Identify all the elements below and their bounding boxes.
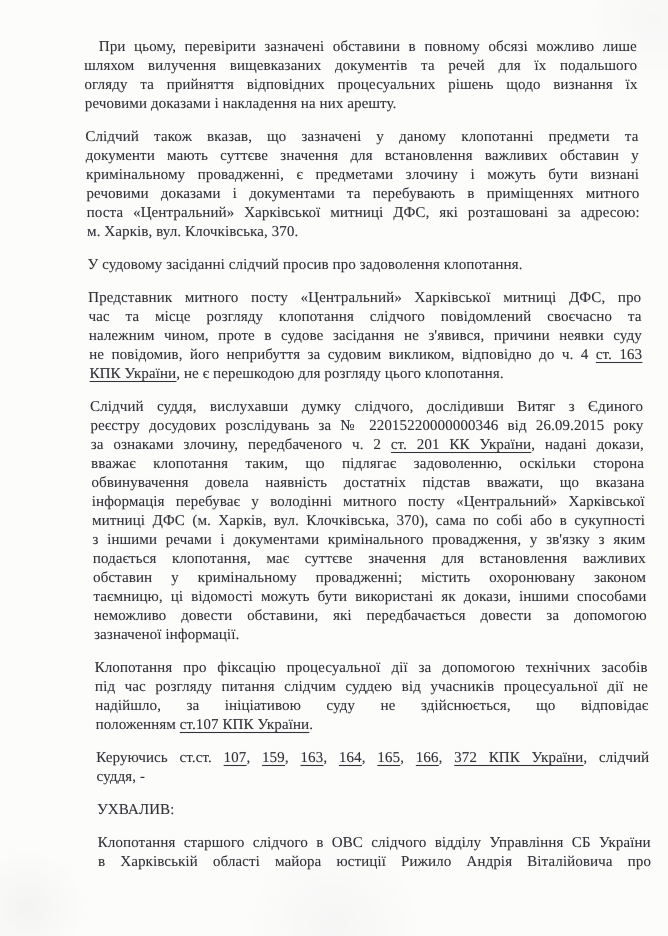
- text-line: [91, 474, 644, 493]
- statute-reference: ст.107 КПК України: [179, 717, 310, 733]
- paragraph: [97, 801, 650, 820]
- paragraph: [88, 289, 643, 384]
- text-line: [84, 76, 637, 95]
- text-run: положенням: [95, 717, 180, 733]
- paragraph: [87, 256, 640, 275]
- text-run: вважає клопотання таким, що підлягає задоволенню, оскільки сторона: [90, 456, 645, 472]
- statute-reference: 165: [377, 750, 401, 766]
- text-run: інформація перебуває у володінні митного посту «Центральний» Харківської: [91, 494, 645, 510]
- text-line: [89, 327, 642, 346]
- text-line: [95, 716, 648, 735]
- text-run: з іншими речами і документами кримінального провадження, у зв'язку з яким: [92, 532, 646, 548]
- text-run: ,: [361, 750, 378, 766]
- text-run: речовими доказами і документами та перебувають в приміщеннях митного: [86, 186, 640, 202]
- text-line: [84, 38, 637, 57]
- text-run: , слідчий: [583, 750, 650, 766]
- statute-reference: 372 КПК України: [454, 750, 584, 766]
- text-run: ,: [438, 750, 455, 766]
- text-line: [92, 512, 645, 531]
- statute-reference: 107: [223, 750, 247, 766]
- text-line: [95, 678, 648, 697]
- text-line: [88, 289, 641, 308]
- text-run: суддя, -: [96, 769, 146, 785]
- text-run: обставин у кримінальному провадженні; містить охоронювану законом: [92, 570, 647, 586]
- text-line: [95, 659, 648, 678]
- text-line: [84, 57, 637, 76]
- text-run: шляхом вилучення вищевказаних документів та речей для їх подальшого: [84, 58, 638, 74]
- paragraph: [98, 834, 652, 872]
- text-line: [96, 768, 649, 787]
- paragraph: [95, 659, 649, 735]
- paragraph: [85, 128, 640, 242]
- text-run: ,: [284, 750, 301, 766]
- text-line: [97, 801, 650, 820]
- text-line: [90, 417, 643, 436]
- text-run: належним чином, проте в судове засідання не з'явився, причини неявки суду: [88, 328, 643, 344]
- text-line: [85, 128, 638, 147]
- text-run: зазначеної інформації.: [93, 627, 240, 643]
- text-line: [95, 697, 648, 716]
- text-run: час та місце розгляду клопотання слідчого повідомлений своєчасно та: [88, 309, 642, 325]
- text-run: кримінальному провадженні, є предметами злочину і можуть бути визнані: [85, 167, 640, 183]
- text-run: ,: [323, 750, 340, 766]
- text-run: за ознаками злочину, передбаченого ч. 2: [90, 437, 391, 453]
- text-line: [85, 95, 638, 114]
- text-run: поста «Центральний» Харківської митниці ДФС, які розташовані за адресою:: [86, 205, 640, 221]
- text-run: м. Харків, вул. Клочківська, 370.: [86, 224, 299, 240]
- text-run: При цьому, перевірити зазначені обставини в повному обсязі можливо лише: [98, 39, 637, 55]
- text-line: [93, 588, 646, 607]
- text-run: , надані докази,: [531, 437, 644, 453]
- statute-reference: 163: [300, 750, 324, 766]
- text-run: неможливо довести обставини, які передбачається довести за допомогою: [93, 608, 647, 624]
- text-run: під час розгляду питання слідчим суддею від учасників процесуальної дії не: [94, 679, 649, 695]
- text-line: [92, 531, 645, 550]
- text-run: Представник митного посту «Центральний» Харківської митниці ДФС, про: [88, 290, 642, 306]
- text-run: Керуючись ст.ст.: [96, 750, 224, 766]
- paragraph: [90, 398, 647, 645]
- paragraph: [84, 38, 638, 114]
- text-run: Клопотання про фіксацію процесуальної дії за допомогою технічних засобів: [94, 660, 648, 676]
- text-run: подається клопотання, має суттєве значення для встановлення важливих: [92, 551, 646, 567]
- text-line: [90, 398, 643, 417]
- text-run: огляду та прийняття відповідних процесуальних рішень щодо визнання їх: [84, 77, 638, 93]
- text-run: надійшло, за ініціативою суду не здійснюється, що відповідає: [95, 698, 649, 714]
- text-line: [91, 436, 644, 455]
- text-run: не повідомив, його неприбуття за судовим викликом, відповідно до ч. 4: [89, 347, 596, 363]
- text-run: таємницю, ці відомості можуть бути використані як докази, іншими способами: [93, 589, 647, 605]
- text-line: [87, 204, 640, 223]
- text-line: [91, 455, 644, 474]
- text-run: реєстру досудових розслідувань за № 22015220000000346 від 26.09.2015 року: [90, 418, 644, 434]
- text-line: [93, 569, 646, 588]
- text-run: Клопотання старшого слідчого в ОВС слідчого відділу Управління СБ України: [97, 835, 651, 851]
- text-line: [96, 749, 649, 768]
- text-run: .: [309, 717, 314, 733]
- text-line: [86, 147, 639, 166]
- text-line: [94, 626, 647, 645]
- statute-reference: КПК України: [89, 366, 177, 382]
- text-line: [92, 493, 645, 512]
- text-run: ,: [246, 750, 263, 766]
- text-run: , не є перешкодою для розгляду цього клопотання.: [176, 366, 504, 382]
- text-line: [87, 223, 640, 242]
- text-line: [93, 550, 646, 569]
- text-run: в Харківській області майора юстиції Рижило Андрія Віталійовича про: [97, 854, 652, 870]
- text-line: [88, 308, 641, 327]
- text-line: [87, 256, 640, 275]
- text-run: Слідчий також вказав, що зазначені у даному клопотанні предмети та: [85, 129, 639, 145]
- statute-reference: 166: [415, 750, 439, 766]
- text-run: речовими доказами і накладення на них арешту.: [84, 96, 397, 112]
- text-line: [86, 185, 639, 204]
- paragraph: [96, 749, 650, 787]
- text-run: ,: [399, 750, 416, 766]
- text-run: документи мають суттєве значення для встановлення важливих обставин у: [85, 148, 639, 164]
- text-run: Слідчий суддя, вислухавши думку слідчого, дослідивши Витяг з Єдиного: [89, 399, 644, 415]
- text-line: [86, 166, 639, 185]
- document-body: [84, 38, 652, 872]
- statute-reference: 159: [261, 750, 285, 766]
- text-run: обвинувачення довела наявність достатніх підстав вважати, що вказана: [91, 475, 645, 491]
- text-line: [98, 853, 651, 872]
- statute-reference: 164: [338, 750, 362, 766]
- text-run: УХВАЛИВ:: [96, 802, 175, 818]
- text-line: [94, 607, 647, 626]
- text-line: [98, 834, 651, 853]
- statute-reference: ст. 201 КК України: [390, 437, 532, 453]
- text-run: митниці ДФС (м. Харків, вул. Клочківська, 370), сама по собі або в сукупності: [91, 513, 646, 529]
- text-run: У судовому засіданні слідчий просив про задоволення клопотання.: [87, 257, 523, 273]
- text-line: [89, 346, 642, 365]
- statute-reference: ст. 163: [595, 347, 643, 363]
- text-line: [89, 365, 642, 384]
